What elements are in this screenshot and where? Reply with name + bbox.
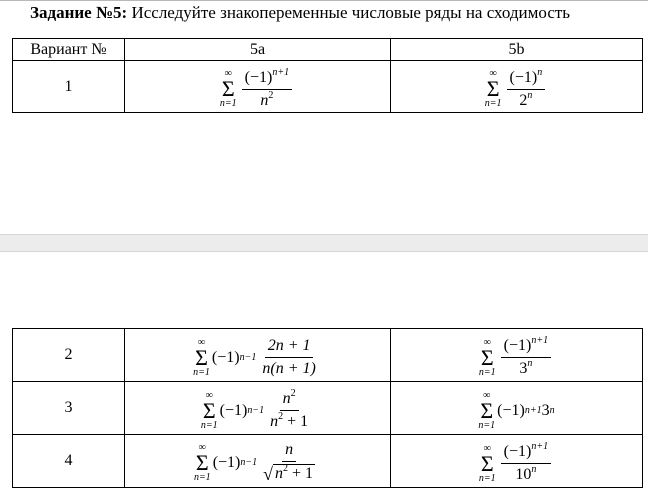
sum-sign: ∞ Σ n=1 bbox=[484, 68, 502, 110]
variants-table-top bbox=[12, 38, 643, 113]
formula-1b: ∞ Σ n=1 $\frac{(-1)^n}{2^n}$ bbox=[391, 61, 643, 113]
formula-2a: ∞ Σ n=1 (−1) n−1 $\frac{2n + 1}{n(n + 1)}$ bbox=[125, 329, 391, 382]
page-break bbox=[0, 234, 648, 252]
variants-table-bottom bbox=[12, 328, 643, 488]
document-page-top bbox=[0, 0, 648, 235]
sqrt-sign: √ $n^2 + 1$ bbox=[263, 463, 314, 484]
header-5a: 5a bbox=[125, 39, 391, 61]
formula-1a: ∞ Σ n=1 $\frac{(-1)^{n+1}}{n^2}$ bbox=[125, 61, 391, 113]
sum-sign: ∞ Σ n=1 bbox=[193, 442, 211, 483]
sum-sign: ∞ Σ n=1 bbox=[478, 390, 496, 431]
sum-sign: ∞ Σ n=1 bbox=[219, 68, 237, 110]
table-row bbox=[13, 435, 643, 488]
sum-sign: ∞ Σ n=1 bbox=[193, 336, 210, 378]
task-text: Исследуйте знакопеременные числовые ряды на сходимость bbox=[131, 3, 571, 22]
variant-number: 4 bbox=[13, 435, 125, 488]
sum-sign: ∞ Σ n=1 bbox=[478, 336, 496, 378]
formula-3a: ∞ Σ n=1 (−1) n−1 $\frac{n^2}{n^2 + 1}$ bbox=[125, 382, 391, 435]
variant-number: 1 bbox=[13, 61, 125, 113]
task-number: Задание №5: bbox=[30, 3, 128, 22]
variant-number: 3 bbox=[13, 382, 125, 435]
variant-number: 2 bbox=[13, 329, 125, 382]
table-row bbox=[13, 329, 643, 382]
sum-sign: ∞ Σ n=1 bbox=[478, 442, 496, 484]
header-variant: Вариант № bbox=[13, 39, 125, 61]
table-row bbox=[13, 61, 643, 113]
header-5b: 5b bbox=[391, 39, 643, 61]
formula-4a: ∞ Σ n=1 (−1) n−1 n √ $n^2 + 1$ bbox=[125, 435, 391, 488]
sum-sign: ∞ Σ n=1 bbox=[200, 389, 218, 431]
task-title bbox=[30, 3, 570, 23]
formula-2b: ∞ Σ n=1 $\frac{(-1)^{n+1}}{3^n}$ bbox=[391, 329, 643, 382]
formula-3b: ∞ Σ n=1 (−1) n+1 3 n bbox=[391, 382, 643, 435]
table-row bbox=[13, 382, 643, 435]
formula-4b: ∞ Σ n=1 $\frac{(-1)^{n+1}}{10^n}$ bbox=[391, 435, 643, 488]
table-header-row bbox=[13, 39, 643, 61]
